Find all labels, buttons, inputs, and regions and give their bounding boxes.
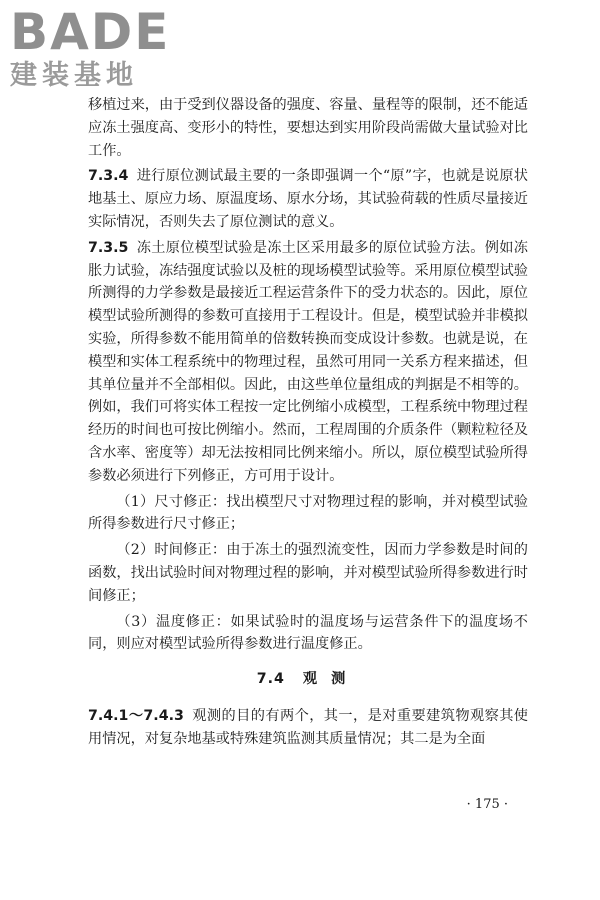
page-number: · 175 · — [466, 797, 508, 812]
clause-7-4-1 — [88, 705, 528, 751]
logo — [10, 3, 190, 92]
logo-subtitle: 建装基地 — [10, 60, 138, 91]
clause-7-3-5 — [88, 237, 528, 488]
clause-number: 7.3.4 — [88, 168, 129, 185]
document-body — [88, 94, 528, 754]
paragraph-text: 移植过来，由于受到仪器设备的强度、容量、量程等的限制，还不能适应冻土强度高、变形小的特性，要想达到实用阶段尚需做大量试验对比工作。 — [88, 97, 528, 159]
list-item: （2）时间修正：由于冻土的强烈流变性，因而力学参数是时间的函数，找出试验时间对物理过程的影响，并对模型试验所得参数进行时间修正； — [88, 542, 528, 604]
clause-7-3-4 — [88, 165, 528, 233]
clause-number: 7.3.5 — [88, 239, 129, 256]
paragraph-text: 冻土原位模型试验是冻土区采用最多的原位试验方法。例如冻胀力试验，冻结强度试验以及桩的现场模型试验等。采用原位模型试验所测得的力学参数是最接近工程运营条件下的受力状态的。因此，原位模型试验所测得的参数可直接用于工程设计。但是，模型试验并非模拟实验，所得参数不能用简单的倍数转换而变成设计参数。也就是说，在模型和实体工程系统中的物理过程，虽然可用同一关系方程来描述，但其单位量并不全部相似。因此，由这些单位量组成的判据是不相等的。例如，我们可将实体工程按一定比例缩小成模型，工程系统中物理过程经历的时间也可按比例缩小。然而，工程周围的介质条件（颗粒粒径及含水率、密度等）却无法按相同比例来缩小。所以，原位模型试验所得参数必须进行下列修正，方可用于设计。 — [88, 239, 528, 484]
logo-mark: BADE — [10, 3, 171, 61]
section-number: 7.4 — [256, 671, 285, 688]
section-heading — [88, 668, 528, 691]
paragraph-text: 观测的目的有两个，其一，是对重要建筑物观察其使用情况，对复杂地基或特殊建筑监测其质量情况；其二是为全面 — [88, 707, 528, 747]
clause-number: 7.4.1～7.4.3 — [88, 707, 184, 724]
list-item: （1）尺寸修正：找出模型尺寸对物理过程的影响，并对模型试验所得参数进行尺寸修正； — [88, 493, 528, 533]
paragraph-text: 进行原位测试最主要的一条即强调一个“原”字，也就是说原状地基土、原应力场、原温度场、原水分场，其试验荷载的性质尽量接近实际情况，否则失去了原位测试的意义。 — [88, 168, 528, 230]
paragraph-continuation — [88, 94, 528, 162]
list-item: （3）温度修正：如果试验时的温度场与运营条件下的温度场不同，则应对模型试验所得参数进行温度修正。 — [88, 613, 528, 653]
section-title: 观测 — [302, 671, 360, 688]
